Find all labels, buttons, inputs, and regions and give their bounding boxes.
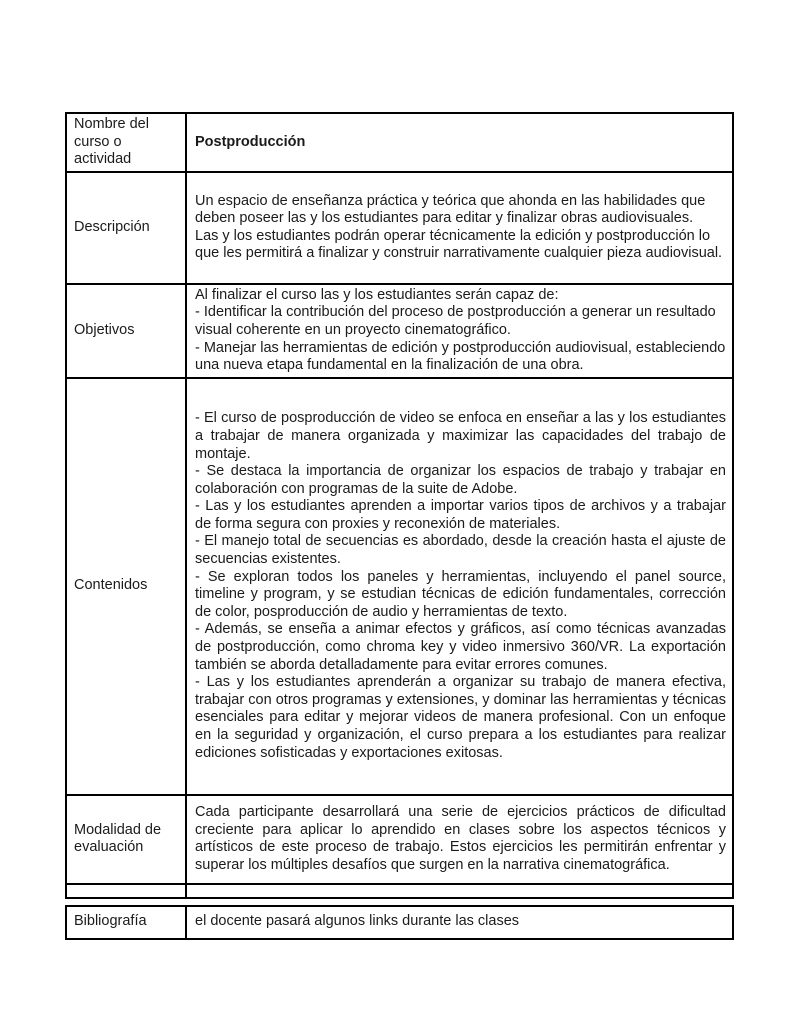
- row-content: [186, 795, 733, 884]
- paragraph: - Las y los estudiantes aprenden a importar varios tipos de archivos y a trabajar de forma segura con proxies y reconexión de materiales.: [195, 498, 726, 532]
- row-label: [66, 884, 186, 898]
- paragraph: - Identificar la contribución del proceso de postproducción a generar un resultado visual coherente en un proyecto cinematográfico.: [195, 304, 716, 338]
- table-row: [66, 884, 733, 898]
- row-content: [186, 378, 733, 795]
- row-label: Descripción: [66, 172, 186, 284]
- paragraph: Un espacio de enseñanza práctica y teórica que ahonda en las habilidades que deben poseer las y los estudiantes para editar y finalizar obras audiovisuales.: [195, 192, 706, 227]
- paragraph: - El curso de posproducción de video se enfoca en enseñar a las y los estudiantes a trabajar de manera organizada y maximizar las capacidades del trabajo de montaje.: [195, 410, 726, 462]
- paragraph: - Se exploran todos los paneles y herramientas, incluyendo el panel source, timeline y program, y se estudian técnicas de edición fundamentales, corrección de color, posproducción de audio y herramientas de texto.: [195, 568, 726, 620]
- paragraph: Cada participante desarrollará una serie de ejercicios prácticos de dificultad creciente para aplicar lo aprendido en clases sobre los aspectos técnicos y artísticos de este proceso de trabajo. Estos ejercicios les permitirán enfrentar y superar los múltiples desafíos que surgen en la narrativa cinematográfica.: [195, 804, 726, 873]
- paragraph: - Además, se enseña a animar efectos y gráficos, así como técnicas avanzadas de postproducción, como chroma key y video inmersivo 360/VR. La exportación también se aborda detalladamente para evitar errores comunes.: [195, 621, 726, 673]
- row-content: [186, 113, 733, 172]
- paragraph: - El manejo total de secuencias es abordado, desde la creación hasta el ajuste de secuencias existentes.: [195, 533, 726, 568]
- row-content: [186, 884, 733, 898]
- paragraph: Postproducción: [195, 133, 306, 150]
- row-content: [186, 284, 733, 378]
- syllabus-tables: [65, 112, 732, 940]
- table-row: [66, 113, 733, 172]
- bibliography-label: Bibliografía: [66, 906, 186, 939]
- row-label: Modalidad de evaluación: [66, 795, 186, 884]
- table-row: [66, 172, 733, 284]
- paragraph: Las y los estudiantes podrán operar técnicamente la edición y postproducción lo que les permitirá a finalizar y construir narrativamente cualquier pieza audiovisual.: [195, 227, 723, 262]
- table-row: [66, 378, 733, 795]
- row-label: Contenidos: [66, 378, 186, 795]
- table-row: [66, 284, 733, 378]
- bibliography-content: el docente pasará algunos links durante las clases: [186, 906, 733, 939]
- course-table-body: [66, 113, 733, 898]
- bibliography-table: [65, 905, 734, 940]
- row-content: [186, 172, 733, 284]
- table-row: [66, 906, 733, 939]
- paragraph: - Se destaca la importancia de organizar los espacios de trabajo y trabajar en colaboración con programas de la suite de Adobe.: [195, 463, 726, 497]
- paragraph: - Las y los estudiantes aprenderán a organizar su trabajo de manera efectiva, trabajar con otros programas y extensiones, y dominar las herramientas y técnicas esenciales para editar y mejorar videos de manera profesional. Con un enfoque en la seguridad y organización, el curso prepara a los estudiantes para realizar ediciones sofisticadas y exportaciones exitosas.: [195, 674, 726, 761]
- row-label: Objetivos: [66, 284, 186, 378]
- row-label: Nombre del curso o actividad: [66, 113, 186, 172]
- paragraph: - Manejar las herramientas de edición y postproducción audiovisual, estableciendo una nueva etapa fundamental en la finalización de una obra.: [195, 339, 726, 374]
- table-row: [66, 795, 733, 884]
- course-table: [65, 112, 734, 899]
- paragraph: Al finalizar el curso las y los estudiantes serán capaz de:: [195, 286, 559, 303]
